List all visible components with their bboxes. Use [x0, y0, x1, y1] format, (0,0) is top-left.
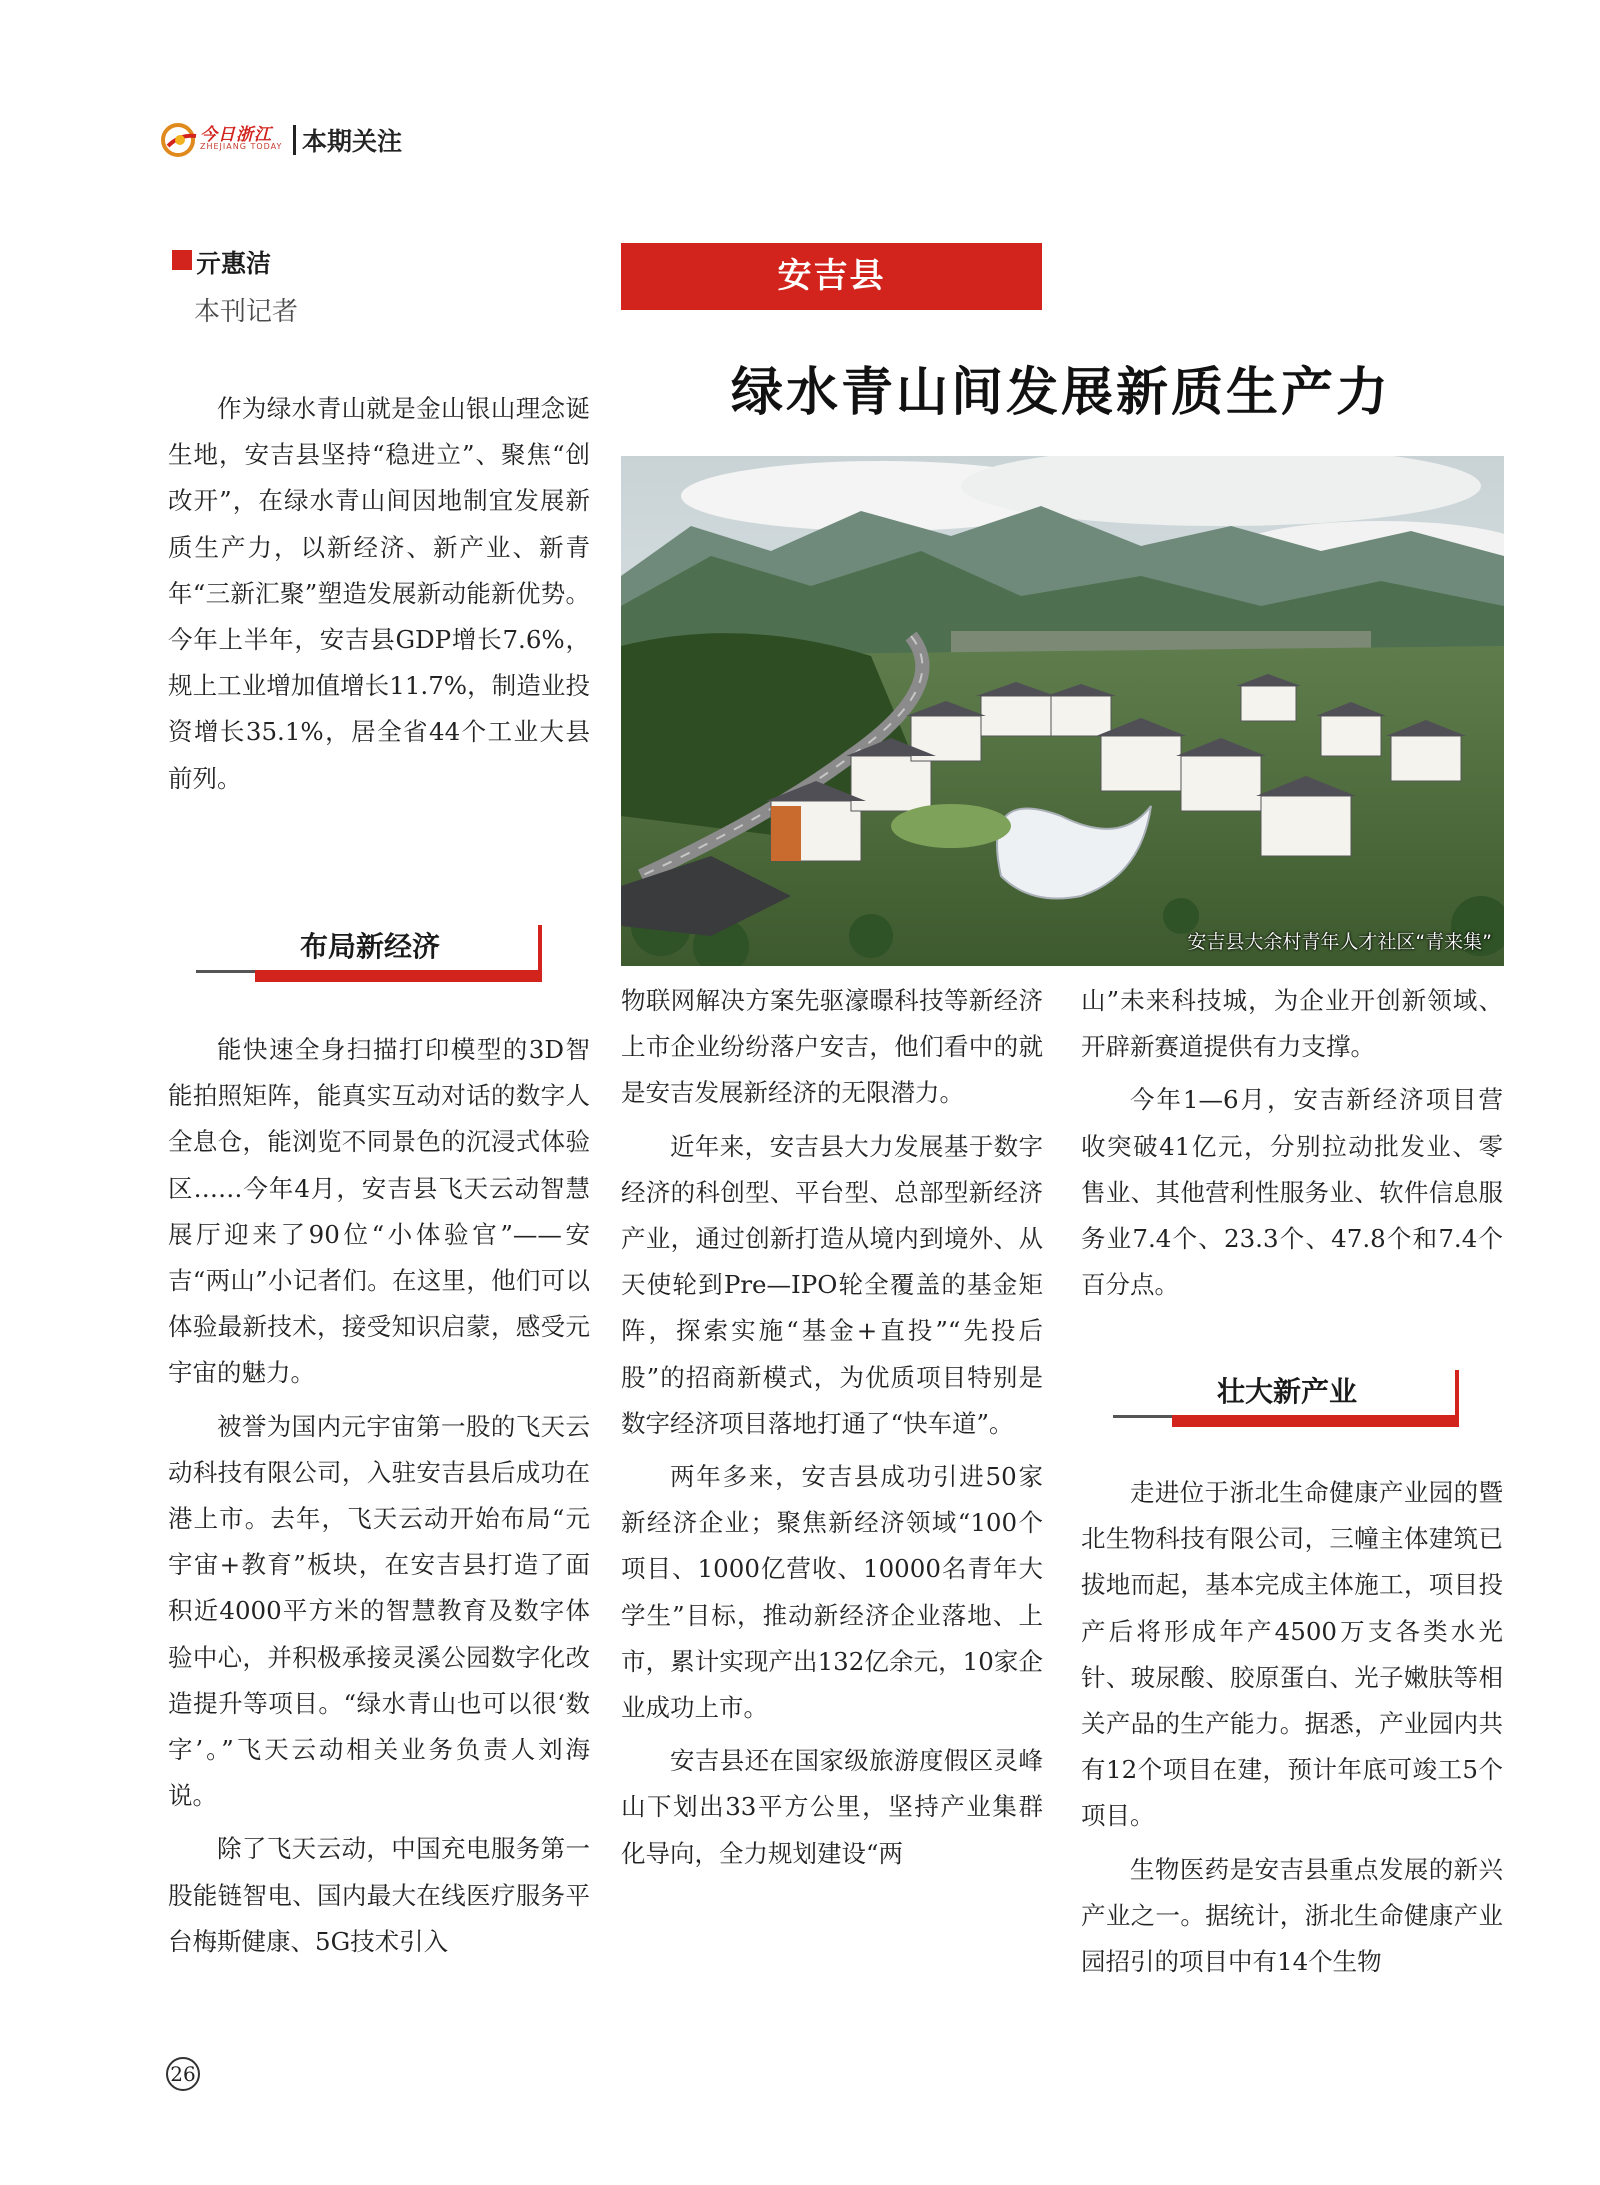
paragraph: 生物医药是安吉县重点发展的新兴产业之一。据统计，浙北生命健康产业园招引的项目中有14个生物	[1081, 1854, 1503, 1977]
intro-paragraph: 作为绿水青山就是金山银山理念诞生地，安吉县坚持“稳进立”、聚焦“创改开”，在绿水青山间因地制宜发展新质生产力，以新经济、新产业、新青年“三新汇聚”塑造发展新动能新优势。今年上半年，安吉县GDP增长7.6%，规上工业增加值增长11.7%，制造业投资增长35.1%，居全省44个工业大县前列。	[168, 394, 590, 793]
photo-caption: 安吉县大余村青年人才社区“青来集”	[1187, 931, 1492, 953]
column-2-body	[621, 978, 1043, 1884]
paragraph: 近年来，安吉县大力发展基于数字经济的科创型、平台型、总部型新经济产业，通过创新打造从境内到境外、从天使轮到Pre—IPO轮全覆盖的基金矩阵，探索实施“基金+直投”“先投后股”的招商新模式，为优质项目特别是数字经济项目落地打通了“快车道”。	[621, 1131, 1043, 1438]
column-3-top	[1081, 978, 1503, 1315]
paragraph: 走进位于浙北生命健康产业园的暨北生物科技有限公司，三幢主体建筑已拔地而起，基本完成主体施工，项目投产后将形成年产4500万支各类水光针、玻尿酸、胶原蛋白、光子嫩肤等相关产品的生产能力。据悉，产业园内共有12个项目在建，预计年底可竣工5个项目。	[1081, 1478, 1503, 1831]
section-title: 壮大新产业	[1217, 1375, 1358, 1408]
column-title: 本期关注	[302, 127, 403, 156]
heading-red-bar	[1172, 1415, 1459, 1427]
column-3-body	[1081, 1470, 1503, 1992]
paragraph: 两年多来，安吉县成功引进50家新经济企业；聚焦新经济领域“100个项目、1000亿营收、10000名青年大学生”目标，推动新经济企业落地、上市，累计实现产出132亿余元，10家企业成功上市。	[621, 1462, 1043, 1723]
article-headline: 绿水青山间发展新质生产力	[730, 362, 1391, 423]
magazine-logo	[160, 120, 300, 162]
paragraph: 山”未来科技城，为企业开创新领域、开辟新赛道提供有力支撑。	[1081, 986, 1503, 1062]
section-heading-new-economy	[196, 925, 542, 983]
logo-sun-icon	[160, 120, 200, 160]
column-1-body	[168, 1027, 590, 1972]
paragraph: 被誉为国内元宇宙第一股的飞天云动科技有限公司，入驻安吉县后成功在港上市。去年，飞天云动开始布局“元宇宙+教育”板块，在安吉县打造了面积近4000平方米的智慧教育及数字体验中心，并积极承接灵溪公园数字化改造提升等项目。“绿水青山也可以很‘数字’。”飞天云动相关业务负责人刘海说。	[168, 1411, 590, 1811]
header-divider	[293, 125, 296, 155]
location-tag: 安吉县	[621, 243, 1042, 310]
byline-marker	[172, 250, 192, 270]
aerial-photo	[621, 456, 1504, 966]
heading-red-bar	[255, 970, 542, 982]
village-landscape-image	[621, 456, 1504, 966]
heading-tick	[1455, 1370, 1459, 1418]
section-heading-new-industry	[1113, 1370, 1459, 1428]
paragraph: 能快速全身扫描打印模型的3D智能拍照矩阵，能真实互动对话的数字人全息仓，能浏览不同景色的沉浸式体验区……今年4月，安吉县飞天云动智慧展厅迎来了90位“小体验官”——安吉“两山”小记者们。在这里，他们可以体验最新技术，接受知识启蒙，感受元宇宙的魅力。	[168, 1035, 590, 1388]
column-1-intro	[168, 386, 590, 809]
author-role: 本刊记者	[194, 297, 299, 327]
paragraph: 物联网解决方案先驱濠暻科技等新经济上市企业纷纷落户安吉，他们看中的就是安吉发展新经济的无限潜力。	[621, 986, 1043, 1108]
heading-tick	[538, 925, 542, 973]
author-name: 亓惠洁	[196, 249, 272, 278]
section-title: 布局新经济	[300, 930, 441, 963]
page-number: 26	[166, 2057, 200, 2091]
paragraph: 今年1—6月，安吉新经济项目营收突破41亿元，分别拉动批发业、零售业、其他营利性服务业、软件信息服务业7.4个、23.3个、47.8个和7.4个百分点。	[1081, 1085, 1503, 1300]
logo-subtitle: ZHEJIANG TODAY	[200, 142, 283, 151]
logo-text: 今日浙江	[200, 125, 272, 145]
paragraph: 安吉县还在国家级旅游度假区灵峰山下划出33平方公里，坚持产业集群化导向，全力规划建设“两	[621, 1746, 1043, 1868]
paragraph: 除了飞天云动，中国充电服务第一股能链智电、国内最大在线医疗服务平台梅斯健康、5G技术引入	[168, 1834, 590, 1956]
